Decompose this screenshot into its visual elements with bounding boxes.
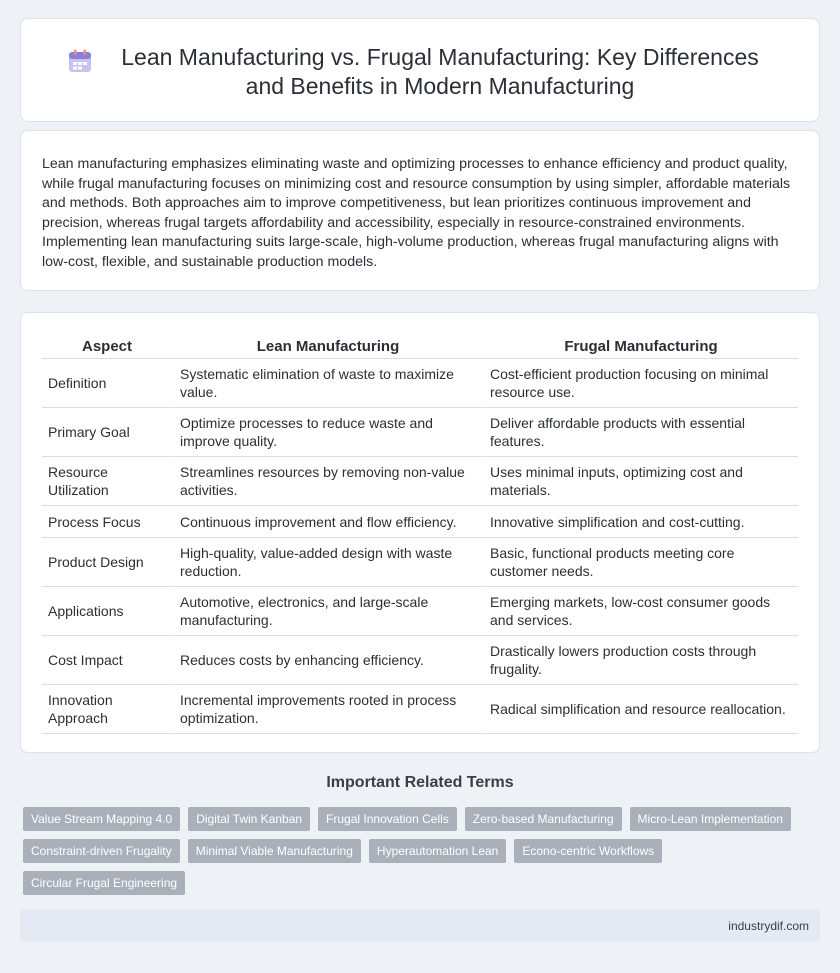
cell-lean: Continuous improvement and flow efficiency. — [172, 506, 482, 538]
column-header-frugal: Frugal Manufacturing — [482, 335, 798, 359]
footer-site-link[interactable]: industrydif.com — [728, 919, 809, 933]
related-term-tag[interactable]: Frugal Innovation Cells — [318, 807, 457, 831]
cell-frugal: Deliver affordable products with essential features. — [482, 408, 798, 457]
page-title: Lean Manufacturing vs. Frugal Manufacturing: Key Differences and Benefits in Modern Manufacturing — [121, 44, 759, 99]
cell-lean: Optimize processes to reduce waste and improve quality. — [172, 408, 482, 457]
cell-frugal: Emerging markets, low-cost consumer goods and services. — [482, 587, 798, 636]
column-header-aspect: Aspect — [42, 335, 172, 359]
related-term-tag[interactable]: Circular Frugal Engineering — [23, 871, 185, 895]
cell-frugal: Basic, functional products meeting core customer needs. — [482, 538, 798, 587]
related-term-tag[interactable]: Zero-based Manufacturing — [465, 807, 622, 831]
cell-aspect: Primary Goal — [42, 408, 172, 457]
cell-lean: Streamlines resources by removing non-value activities. — [172, 457, 482, 506]
related-term-tag[interactable]: Constraint-driven Frugality — [23, 839, 180, 863]
related-term-tag[interactable]: Econo-centric Workflows — [514, 839, 662, 863]
cell-aspect: Product Design — [42, 538, 172, 587]
summary-paragraph: Lean manufacturing emphasizes eliminating waste and optimizing processes to enhance efficiency and product quality, while frugal manufacturing focuses on minimizing cost and resource consumption by using simpler, affordable materials and methods. Both approaches aim to improve competitiveness, but lean prioritizes continuous improvement and precision, whereas frugal targets affordability and accessibility, especially in resource-constrained environments. Implementing lean manufacturing suits large-scale, high-volume production, whereas frugal manufacturing aligns with low-cost, flexible, and sustainable production models. — [42, 156, 791, 270]
table-row — [42, 506, 798, 538]
table-row — [42, 538, 798, 587]
summary-card — [20, 130, 820, 291]
table-header-row — [42, 335, 798, 359]
table-row — [42, 359, 798, 408]
cell-frugal: Uses minimal inputs, optimizing cost and materials. — [482, 457, 798, 506]
footer — [20, 909, 820, 942]
cell-aspect: Definition — [42, 359, 172, 408]
cell-frugal: Radical simplification and resource reallocation. — [482, 685, 798, 734]
related-term-tag[interactable]: Minimal Viable Manufacturing — [188, 839, 361, 863]
related-term-tag[interactable]: Digital Twin Kanban — [188, 807, 310, 831]
cell-lean: Systematic elimination of waste to maximize value. — [172, 359, 482, 408]
cell-lean: Automotive, electronics, and large-scale manufacturing. — [172, 587, 482, 636]
header-card — [20, 18, 820, 122]
cell-lean: Incremental improvements rooted in process optimization. — [172, 685, 482, 734]
cell-frugal: Drastically lowers production costs through frugality. — [482, 636, 798, 685]
comparison-table-card — [20, 312, 820, 753]
table-row — [42, 685, 798, 734]
comparison-table — [42, 335, 798, 734]
cell-aspect: Process Focus — [42, 506, 172, 538]
cell-frugal: Cost-efficient production focusing on minimal resource use. — [482, 359, 798, 408]
cell-aspect: Innovation Approach — [42, 685, 172, 734]
table-row — [42, 457, 798, 506]
cell-aspect: Cost Impact — [42, 636, 172, 685]
table-row — [42, 408, 798, 457]
cell-aspect: Resource Utilization — [42, 457, 172, 506]
related-term-tag[interactable]: Value Stream Mapping 4.0 — [23, 807, 180, 831]
related-term-tag[interactable]: Micro-Lean Implementation — [630, 807, 791, 831]
column-header-lean: Lean Manufacturing — [172, 335, 482, 359]
table-row — [42, 587, 798, 636]
cell-frugal: Innovative simplification and cost-cutting. — [482, 506, 798, 538]
related-term-tag[interactable]: Hyperautomation Lean — [369, 839, 506, 863]
related-terms-heading: Important Related Terms — [326, 774, 514, 791]
related-terms-list — [23, 807, 803, 895]
cell-lean: High-quality, value-added design with waste reduction. — [172, 538, 482, 587]
table-row — [42, 636, 798, 685]
cell-lean: Reduces costs by enhancing efficiency. — [172, 636, 482, 685]
cell-aspect: Applications — [42, 587, 172, 636]
